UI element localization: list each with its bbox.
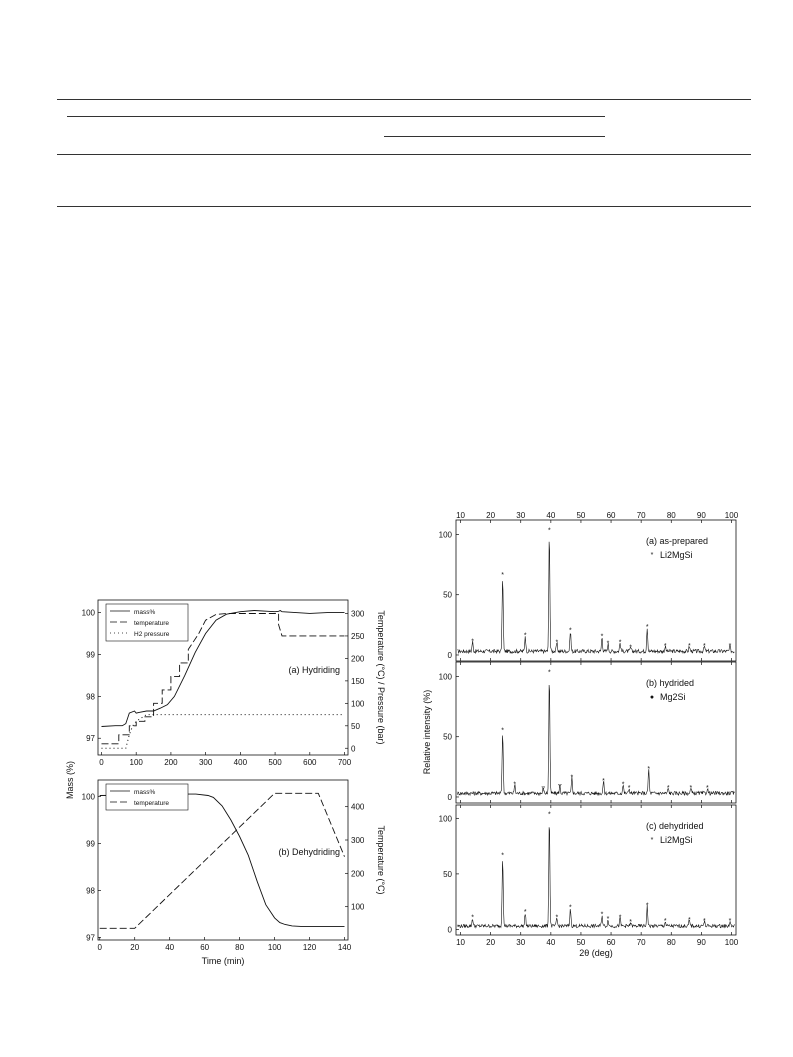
y2-tick-label: 100 — [351, 699, 365, 709]
top-x-tick-label: 50 — [576, 511, 586, 520]
panel-annotation: (a) Hydriding — [288, 664, 340, 675]
x-axis-label: Time (min) — [201, 956, 245, 966]
x-tick-label: 10 — [456, 938, 465, 947]
peak-marker: * — [645, 902, 649, 910]
peak-marker: * — [547, 527, 551, 535]
legend-label: mass% — [134, 789, 156, 796]
top-x-tick-label: 80 — [666, 511, 676, 520]
peak-marker: * — [501, 727, 505, 735]
peak-marker: * — [501, 572, 505, 580]
x-tick-label: 100 — [129, 758, 143, 767]
series-line-mass- — [100, 794, 345, 926]
peak-marker: * — [600, 911, 604, 919]
phase-marker: * — [650, 552, 654, 559]
y2-tick-label: 300 — [351, 609, 365, 619]
y2-tick-label: 400 — [351, 802, 365, 812]
x-tick-label: 500 — [268, 758, 282, 767]
x-tick-label: 100 — [267, 943, 282, 952]
y-tick-label: 97 — [86, 734, 95, 744]
peak-marker: * — [647, 765, 651, 773]
peak-marker: * — [471, 638, 474, 646]
series-line-temperature — [100, 793, 345, 928]
peak-marker: * — [627, 785, 631, 793]
y-tick-label: 50 — [443, 590, 452, 600]
legend-label: H2 pressure — [134, 631, 170, 638]
peak-marker: * — [663, 643, 667, 651]
peak-marker: * — [689, 785, 693, 793]
table-top-rule — [57, 99, 751, 100]
xrd-pattern-line — [458, 542, 735, 653]
peak-marker: * — [602, 777, 605, 785]
y-axis-label: Mass (%) — [65, 761, 75, 799]
x-tick-label: 60 — [606, 938, 616, 947]
y-tick-label: 50 — [443, 732, 452, 742]
x-tick-label: 120 — [302, 943, 317, 952]
peak-marker: * — [706, 785, 709, 793]
y2-tick-label: 0 — [351, 744, 356, 754]
x-tick-label: 700 — [337, 758, 352, 767]
panel-annotation: (a) as-prepared — [646, 536, 709, 546]
x-axis-label: 2θ (deg) — [579, 948, 613, 958]
peak-marker: * — [606, 640, 610, 648]
table-mid-rule — [57, 154, 751, 155]
series-line-h2-pressure — [102, 715, 345, 749]
table-subheader-rule — [384, 136, 605, 137]
top-x-tick-label: 70 — [636, 511, 646, 520]
x-tick-label: 70 — [636, 938, 646, 947]
tga-figure — [65, 590, 386, 970]
x-tick-label: 20 — [130, 943, 140, 952]
peak-marker: * — [501, 852, 505, 860]
peak-marker: * — [687, 643, 691, 651]
y-tick-label: 98 — [86, 692, 95, 702]
y2-axis-label: Temperature (°C) / Pressure (bar) — [376, 610, 386, 745]
x-tick-label: 40 — [165, 943, 175, 952]
y-tick-label: 97 — [86, 933, 95, 943]
peak-marker: * — [547, 811, 551, 819]
peak-marker: * — [523, 909, 527, 917]
peak-marker: * — [728, 643, 732, 651]
x-tick-label: 0 — [97, 943, 102, 952]
y-tick-label: 0 — [447, 925, 452, 935]
peak-marker: * — [629, 919, 632, 927]
y-tick-label: 50 — [443, 869, 452, 879]
phase-label: Li2MgSi — [660, 550, 693, 560]
y2-tick-label: 150 — [351, 676, 365, 686]
x-tick-label: 60 — [200, 943, 210, 952]
y2-tick-label: 200 — [351, 654, 365, 664]
peak-marker: * — [621, 781, 625, 789]
peak-marker: * — [663, 918, 667, 925]
legend-label: temperature — [134, 800, 170, 807]
peak-marker: * — [569, 904, 572, 912]
peak-marker: * — [555, 914, 559, 922]
x-tick-label: 400 — [233, 758, 248, 767]
table-header-rule — [67, 116, 605, 117]
peak-marker: * — [645, 623, 649, 631]
peak-marker: * — [471, 914, 474, 922]
phase-marker: ● — [649, 694, 655, 701]
y-tick-label: 0 — [447, 792, 452, 802]
y2-tick-label: 50 — [351, 721, 360, 731]
top-x-tick-label: 20 — [486, 511, 496, 520]
peak-marker: * — [569, 627, 572, 635]
peak-marker: * — [600, 633, 604, 641]
table-bottom-rule — [57, 206, 751, 207]
peak-marker: * — [703, 918, 706, 925]
peak-marker: * — [570, 774, 574, 782]
xrd-pattern-line — [458, 685, 735, 795]
x-tick-label: 80 — [666, 938, 676, 947]
y-tick-label: 100 — [438, 672, 452, 682]
y-tick-label: 100 — [81, 792, 95, 802]
top-x-tick-label: 30 — [516, 511, 526, 520]
peak-marker: * — [618, 639, 622, 647]
x-tick-label: 50 — [576, 938, 586, 947]
y-tick-label: 99 — [86, 650, 95, 660]
phase-label: Li2MgSi — [660, 835, 693, 845]
top-x-tick-label: 60 — [606, 511, 616, 520]
peak-marker: ▿ — [541, 785, 546, 793]
legend-label: temperature — [134, 620, 170, 627]
y-tick-label: 100 — [438, 530, 452, 540]
top-x-tick-label: 90 — [696, 511, 706, 520]
panel-annotation: (c) dehydrided — [646, 821, 704, 831]
x-tick-label: 40 — [546, 938, 556, 947]
phase-label: Mg2Si — [660, 692, 686, 702]
panel-annotation: (b) Dehydriding — [278, 847, 340, 858]
peak-marker: * — [606, 915, 610, 923]
x-tick-label: 30 — [516, 938, 526, 947]
legend-label: mass% — [134, 609, 156, 616]
peak-marker: * — [547, 669, 551, 677]
y-tick-label: 100 — [438, 814, 452, 824]
xrd-pattern-line — [458, 827, 735, 928]
y2-tick-label: 100 — [351, 902, 365, 912]
y2-tick-label: 250 — [351, 631, 365, 641]
x-tick-label: 0 — [99, 758, 104, 767]
phase-marker: * — [650, 837, 654, 844]
peak-marker: * — [523, 632, 527, 640]
top-x-tick-label: 10 — [456, 511, 465, 520]
y-tick-label: 0 — [447, 650, 452, 660]
y-tick-label: 99 — [86, 839, 95, 849]
x-tick-label: 80 — [235, 943, 245, 952]
panel-annotation: (b) hydrided — [646, 678, 695, 688]
x-tick-label: 200 — [164, 758, 178, 767]
top-x-tick-label: 100 — [724, 511, 739, 520]
top-x-tick-label: 40 — [546, 511, 556, 520]
peak-marker: * — [629, 644, 632, 652]
xrd-figure — [422, 511, 750, 958]
peak-marker: * — [666, 785, 670, 793]
x-tick-label: 90 — [696, 938, 706, 947]
peak-marker: * — [703, 643, 706, 651]
y-tick-label: 100 — [81, 608, 95, 618]
y-axis-label: Relative intensity (%) — [422, 689, 432, 775]
y2-tick-label: 200 — [351, 869, 365, 879]
peak-marker: * — [513, 781, 517, 789]
peak-marker: ▿ — [558, 782, 562, 790]
x-tick-label: 100 — [724, 938, 739, 947]
peak-marker: * — [555, 639, 559, 647]
y-tick-label: 98 — [86, 886, 95, 896]
x-tick-label: 600 — [303, 758, 317, 767]
peak-marker: * — [687, 916, 691, 924]
x-tick-label: 20 — [486, 938, 496, 947]
y2-axis-label: Temperature (°C) — [376, 825, 386, 895]
x-tick-label: 140 — [337, 943, 352, 952]
peak-marker: * — [728, 918, 732, 925]
peak-marker: * — [618, 914, 622, 922]
y2-tick-label: 300 — [351, 836, 365, 845]
x-tick-label: 300 — [198, 758, 213, 767]
